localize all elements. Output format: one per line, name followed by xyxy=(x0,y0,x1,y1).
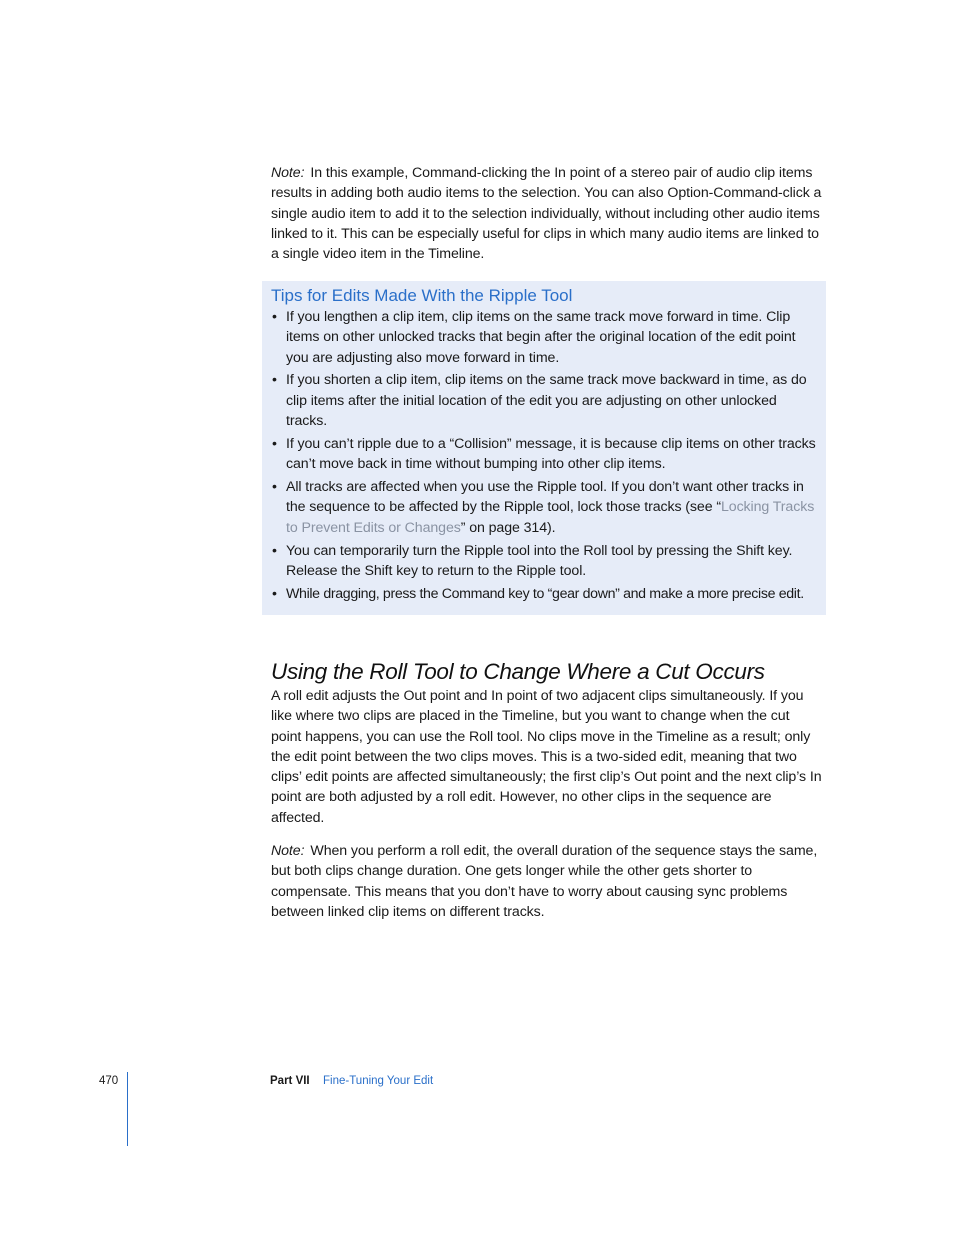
body-paragraph: A roll edit adjusts the Out point and In point of two adjacent clips simultaneously. If you like where two clips are placed in the Timeline, but you want to change when the cut point happens, you can use the Roll tool. No clips move in the Timeline as a result; only the edit point between the two clips moves. This is a two-sided edit, meaning that two clips’ edit points are affected simultaneously; the first clip’s Out point and the next clip’s In point are both adjusted by a roll edit. However, no other clips in the sequence are affected. xyxy=(271,688,822,826)
footer-part-label: Part VII xyxy=(270,1075,310,1087)
list-item xyxy=(271,434,817,475)
note-paragraph xyxy=(271,163,823,264)
list-item xyxy=(271,370,817,431)
list-item xyxy=(271,477,817,538)
note-label: Note: xyxy=(271,843,305,859)
list-item-text: While dragging, press the Command key to “gear down” and make a more precise edit. xyxy=(286,585,804,602)
footer-divider xyxy=(127,1072,128,1146)
page-number: 470 xyxy=(99,1075,119,1087)
note-label: Note: xyxy=(271,165,305,181)
list-item xyxy=(271,541,817,582)
bullet-icon: • xyxy=(272,309,277,325)
tips-list xyxy=(271,307,817,607)
footer-chapter-link[interactable]: Fine-Tuning Your Edit xyxy=(323,1075,434,1087)
list-item-text-after: ” on page 314). xyxy=(460,519,556,536)
note-text: When you perform a roll edit, the overall duration of the sequence stays the same, but both clips change duration. One gets longer while the other gets shorter to compensate. This means that you don’t have to worry about causing sync problems between linked clip items on different tracks. xyxy=(271,843,818,920)
list-item xyxy=(271,307,817,368)
list-item-text: You can temporarily turn the Ripple tool into the Roll tool by pressing the Shift key. Release the Shift key to return to the Ripple tool. xyxy=(286,542,793,579)
tips-title: Tips for Edits Made With the Ripple Tool xyxy=(271,286,573,305)
bullet-icon: • xyxy=(272,585,277,602)
list-item xyxy=(271,584,817,604)
list-item-text: If you can’t ripple due to a “Collision” message, it is because clip items on other tracks can’t move back in time without bumping into other clip items. xyxy=(286,435,816,473)
list-item-text: If you shorten a clip item, clip items on the same track move backward in time, as do clip items after the initial location of the edit you are adjusting on other unlocked tracks. xyxy=(286,372,807,430)
cross-reference-link[interactable]: Locking Tracks to Prevent Edits or Changes xyxy=(286,499,815,536)
note-paragraph xyxy=(271,841,823,922)
bullet-icon: • xyxy=(272,542,277,559)
note-text: In this example, Command-clicking the In point of a stereo pair of audio clip items results in adding both audio items to the selection. You can also Option-Command-click a single audio item to add it to the selection individually, without including other audio items linked to it. This can be especially useful for clips in which many audio items are linked to a single video item in the Timeline. xyxy=(271,165,822,263)
bullet-icon: • xyxy=(272,372,277,389)
bullet-icon: • xyxy=(272,435,277,452)
bullet-icon: • xyxy=(272,479,277,496)
list-item-text: If you lengthen a clip item, clip items on the same track move forward in time. Clip items on other unlocked tracks that begin after the original location of the edit point you are adjusting also move forward in time. xyxy=(286,309,796,366)
section-heading: Using the Roll Tool to Change Where a Cut Occurs xyxy=(271,659,765,684)
list-item-text-before: All tracks are affected when you use the Ripple tool. If you don’t want other tracks in the sequence to be affected by the Ripple tool, lock those tracks (see “ xyxy=(286,479,804,516)
